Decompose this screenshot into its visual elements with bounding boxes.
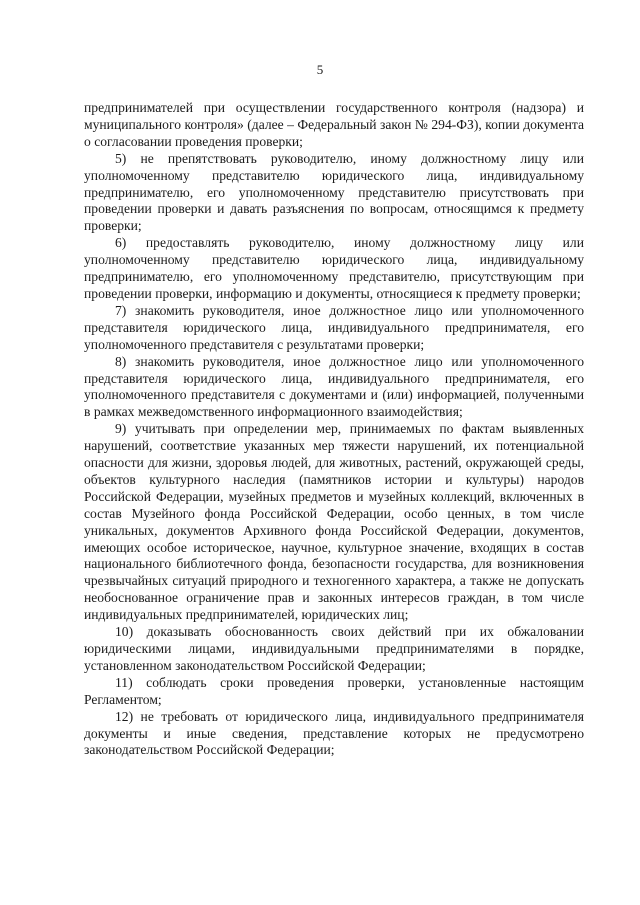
page-number: 5 — [316, 62, 324, 77]
paragraph-item-12: 12) не требовать от юридического лица, индивидуального предпринимателя документы и иные сведения, представление которых не предусмотрено законодательством Российской Федерации; — [84, 708, 584, 758]
paragraph-item-5: 5) не препятствовать руководителю, иному должностному лицу или уполномоченному представителю юридического лица, индивидуальному предпринимателю, его уполномоченному представителю присутствовать при проведении проверки и давать разъяснения по вопросам, относящимся к предмету проверки; — [84, 150, 584, 234]
paragraph-item-6: 6) предоставлять руководителю, иному должностному лицу или уполномоченному представителю юридического лица, индивидуальному предпринимателю, его уполномоченному представителю, присутствующим при проведении проверки, информацию и документы, относящиеся к предмету проверки; — [84, 235, 584, 301]
paragraph-item-9: 9) учитывать при определении мер, принимаемых по фактам выявленных нарушений, соответствие указанных мер тяжести нарушений, их потенциальной опасности для жизни, здоровья людей, для животных, растений, окружающей среды, объектов культурного наследия (памятников истории и культуры) народов Российской Федерации, музейных предметов и музейных коллекций, включенных в состав Музейного фонда Российской Федерации, особо ценных, в том числе уникальных, документов Архивного фонда Российской Федерации, документов, имеющих особое историческое, научное, культурное значение, входящих в состав национального библиотечного фонда, безопасности государства, для возникновения чрезвычайных ситуаций природного и техногенного характера, а также не допускать необоснованное ограничение прав и законных интересов граждан, в том числе индивидуальных предпринимателей, юридических лиц; — [84, 421, 584, 623]
paragraph-continuation: предпринимателей при осуществлении государственного контроля (надзора) и муниципального контроля» (далее – Федеральный закон № 294-ФЗ), копии документа о согласовании проведения проверки; — [84, 100, 584, 149]
paragraph-item-10: 10) доказывать обоснованность своих действий при их обжаловании юридическими лицами, индивидуальными предпринимателями в порядке, установленном законодательством Российской Федерации; — [84, 624, 584, 673]
paragraph-item-11: 11) соблюдать сроки проведения проверки, установленные настоящим Регламентом; — [84, 674, 584, 707]
document-body — [84, 100, 584, 759]
paragraph-item-8: 8) знакомить руководителя, иное должностное лицо или уполномоченного представителя юридического лица, индивидуального предпринимателя, его уполномоченного представителя с документами и (или) информацией, полученными в рамках межведомственного информационного взаимодействия; — [84, 353, 584, 420]
paragraph-item-7: 7) знакомить руководителя, иное должностное лицо или уполномоченного представителя юридического лица, индивидуального предпринимателя, его уполномоченного представителя с результатами проверки; — [84, 302, 584, 352]
